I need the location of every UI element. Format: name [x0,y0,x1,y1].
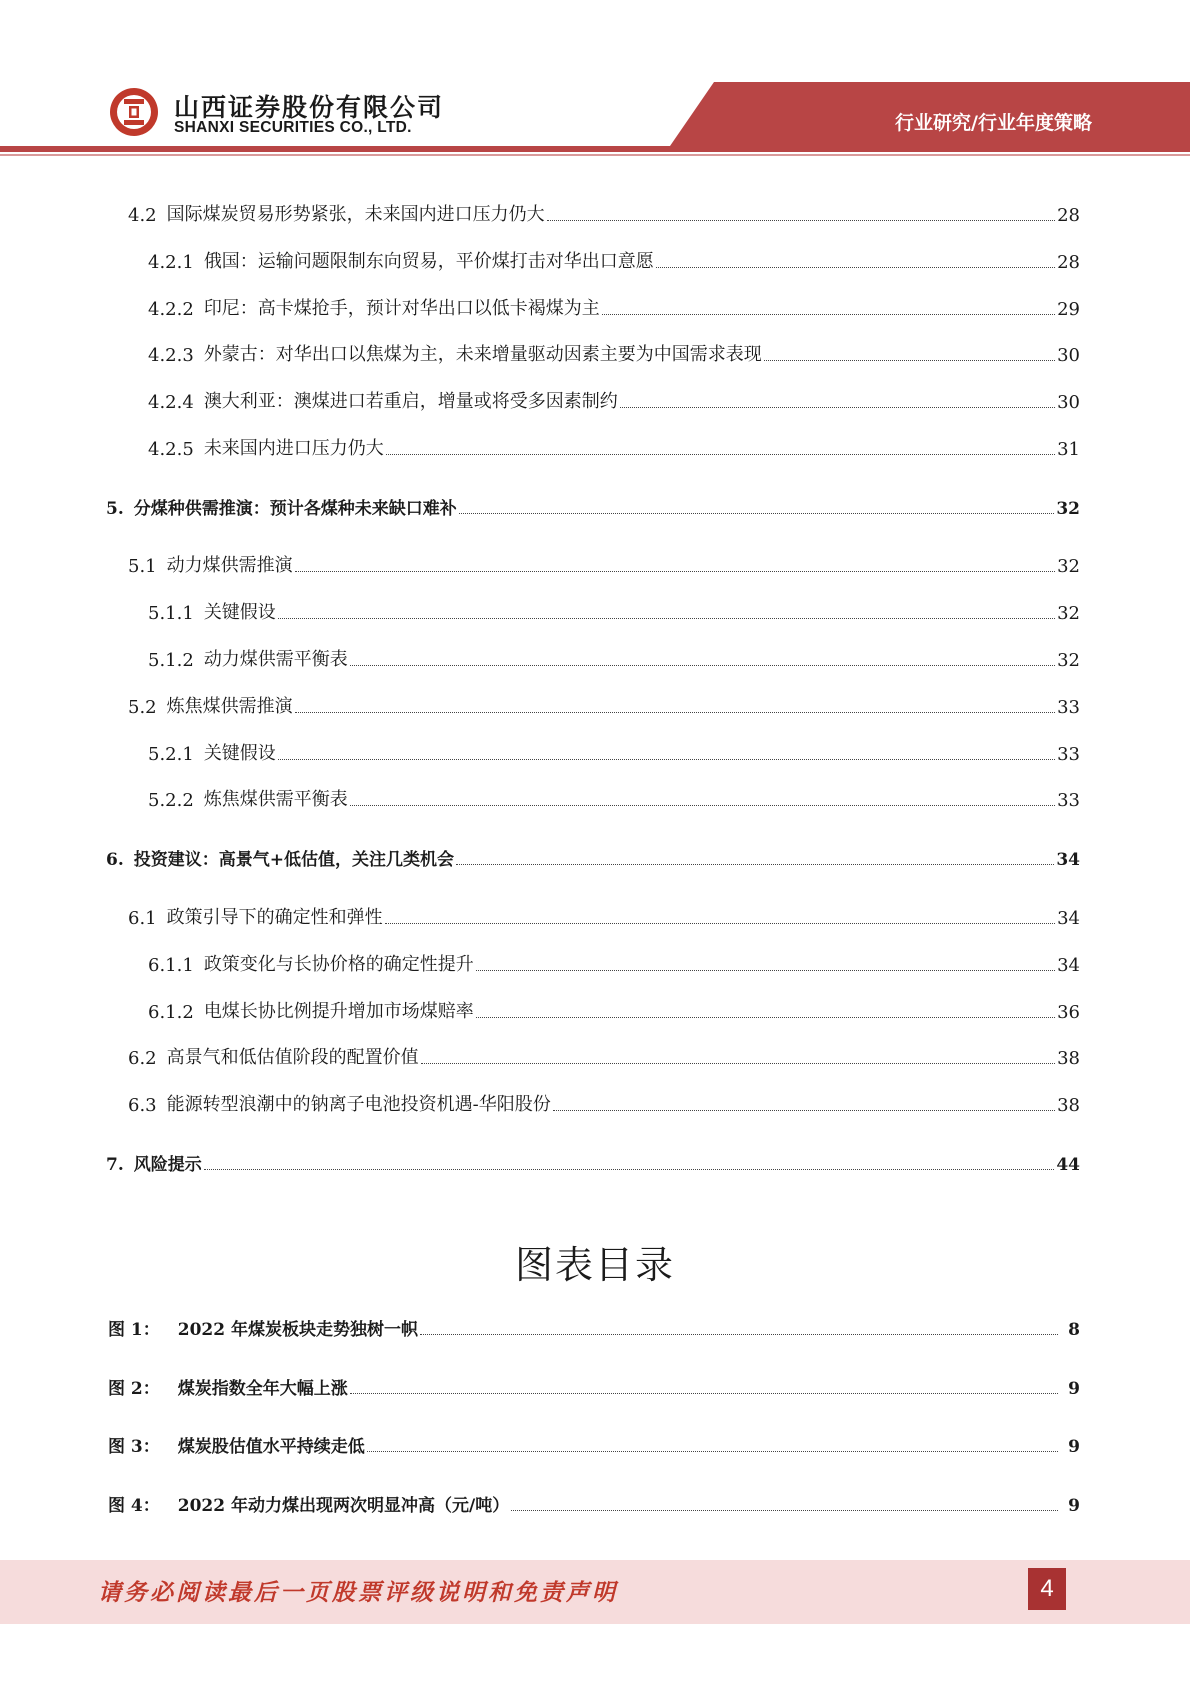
toc-page: 32 [1057,556,1080,577]
toc-page: 30 [1057,345,1080,366]
toc-leader [204,1168,1055,1170]
toc-number: 6. [106,850,124,870]
header-divider-thin [0,154,1190,156]
toc-number: 6.1.1 [148,955,194,976]
toc-leader [295,711,1055,713]
figure-number: 图 4： [108,1496,160,1516]
toc-number: 6.2 [128,1048,157,1069]
toc-title: 外蒙古：对华出口以焦煤为主，未来增量驱动因素主要为中国需求表现 [203,344,762,365]
toc-page: 34 [1056,850,1080,870]
toc-number: 4.2.4 [148,392,194,413]
figure-entry[interactable] [108,1375,1080,1399]
toc-page: 34 [1057,955,1080,976]
figure-title: 2022 年煤炭板块走势独树一帜 [177,1320,418,1340]
toc-entry[interactable] [128,553,1080,577]
figures-heading: 图表目录 [514,1243,675,1287]
toc-title: 动力煤供需推演 [166,555,293,576]
toc-title: 炼焦煤供需平衡表 [203,789,348,810]
toc-page: 32 [1057,650,1080,671]
figure-page: 9 [1068,1379,1080,1399]
disclaimer-notice: 请务必阅读最后一页股票评级说明和免责声明 [98,1579,618,1606]
company-name-cn: 山西证券股份有限公司 [174,93,445,122]
toc-title: 动力煤供需平衡表 [203,649,348,670]
header-divider [0,146,1190,152]
toc-number: 4.2.5 [148,439,194,460]
toc-entry[interactable] [106,1151,1080,1175]
toc-leader [547,219,1055,221]
toc-page: 38 [1057,1095,1080,1116]
toc-leader [602,313,1055,315]
toc-entry[interactable] [148,249,1080,273]
toc-number: 5.2.1 [148,744,194,765]
toc-leader [350,664,1055,666]
figure-page: 9 [1068,1437,1080,1457]
toc-page: 33 [1057,790,1080,811]
toc-leader [656,266,1055,268]
toc-page: 28 [1057,205,1080,226]
toc-entry[interactable] [128,1045,1080,1069]
toc-entry[interactable] [148,741,1080,765]
toc-title: 关键假设 [203,602,276,623]
toc-entry[interactable] [148,389,1080,413]
toc-number: 7. [106,1155,124,1175]
toc-page: 32 [1056,499,1080,519]
figure-leader [350,1392,1058,1394]
toc-number: 6.1.2 [148,1002,194,1023]
toc-entry[interactable] [148,647,1080,671]
toc-entry[interactable] [148,342,1080,366]
company-name-en: SHANXI SECURITIES CO., LTD. [174,119,412,136]
toc-leader [350,804,1055,806]
toc-number: 6.3 [128,1095,157,1116]
toc-number: 5.2.2 [148,790,194,811]
toc-entry[interactable] [148,952,1080,976]
figure-entry[interactable] [108,1433,1080,1457]
figure-number: 图 3： [108,1437,160,1457]
figure-page: 8 [1068,1320,1080,1340]
toc-entry[interactable] [148,600,1080,624]
figure-page: 9 [1068,1496,1080,1516]
toc-leader [295,570,1055,572]
toc-leader [421,1062,1055,1064]
toc-entry[interactable] [148,296,1080,320]
toc-title: 电煤长协比例提升增加市场煤赔率 [203,1001,474,1022]
toc-title: 高景气和低估值阶段的配置价值 [166,1047,419,1068]
company-logo-icon [108,86,160,138]
toc-number: 5.1 [128,556,157,577]
toc-page: 34 [1057,908,1080,929]
toc-leader [476,1016,1055,1018]
toc-page: 33 [1057,744,1080,765]
toc-leader [620,406,1055,408]
figure-leader [420,1333,1058,1335]
toc-page: 33 [1057,697,1080,718]
figure-number: 图 1： [108,1320,160,1340]
toc-leader [456,863,1054,865]
figure-title: 煤炭股估值水平持续走低 [177,1437,365,1457]
toc-leader [476,969,1055,971]
toc-title: 分煤种供需推演：预计各煤种未来缺口难补 [133,499,457,519]
toc-page: 30 [1057,392,1080,413]
toc-entry[interactable] [148,787,1080,811]
toc-page: 28 [1057,252,1080,273]
toc-entry[interactable] [128,694,1080,718]
toc-number: 5.1.1 [148,603,194,624]
toc-entry[interactable] [148,999,1080,1023]
toc-number: 4.2.2 [148,299,194,320]
toc-number: 5. [106,499,124,519]
toc-page: 31 [1057,439,1080,460]
toc-title: 印尼：高卡煤抢手，预计对华出口以低卡褐煤为主 [203,298,600,319]
toc-title: 炼焦煤供需推演 [166,696,293,717]
toc-entry[interactable] [128,1092,1080,1116]
figure-number: 图 2： [108,1379,160,1399]
toc-entry[interactable] [128,202,1080,226]
toc-leader [278,617,1055,619]
toc-entry[interactable] [128,905,1080,929]
report-type: 行业研究/行业年度策略 [895,112,1092,134]
toc-number: 5.2 [128,697,157,718]
toc-title: 政策变化与长协价格的确定性提升 [203,954,474,975]
figure-leader [511,1509,1058,1511]
toc-title: 风险提示 [133,1155,202,1175]
toc-number: 4.2.1 [148,252,194,273]
toc-title: 投资建议：高景气+低估值，关注几类机会 [133,850,454,870]
page-header [0,0,1190,160]
figure-leader [367,1450,1058,1452]
toc-entry[interactable] [106,495,1080,519]
toc-title: 澳大利亚：澳煤进口若重启，增量或将受多因素制约 [203,391,618,412]
figure-title: 2022 年动力煤出现两次明显冲高（元/吨） [177,1496,510,1516]
toc-title: 能源转型浪潮中的钠离子电池投资机遇-华阳股份 [166,1094,551,1115]
toc-page: 36 [1057,1002,1080,1023]
toc-leader [385,922,1055,924]
toc-leader [278,758,1055,760]
toc-entry[interactable] [148,436,1080,460]
toc-number: 5.1.2 [148,650,194,671]
toc-title: 关键假设 [203,743,276,764]
figure-entry[interactable] [108,1316,1080,1340]
toc-title: 政策引导下的确定性和弹性 [166,907,383,928]
toc-leader [764,359,1055,361]
toc-number: 6.1 [128,908,157,929]
toc-title: 国际煤炭贸易形势紧张，未来国内进口压力仍大 [166,204,545,225]
toc-leader [386,453,1055,455]
toc-title: 俄国：运输问题限制东向贸易，平价煤打击对华出口意愿 [203,251,654,272]
toc-number: 4.2.3 [148,345,194,366]
toc-page: 44 [1056,1155,1080,1175]
toc-entry[interactable] [106,846,1080,870]
toc-leader [553,1109,1055,1111]
figure-title: 煤炭指数全年大幅上涨 [177,1379,348,1399]
toc-leader [459,512,1055,514]
figure-entry[interactable] [108,1492,1080,1516]
toc-page: 29 [1057,299,1080,320]
toc-title: 未来国内进口压力仍大 [203,438,384,459]
toc-number: 4.2 [128,205,157,226]
page-number: 4 [1028,1568,1066,1610]
toc-page: 38 [1057,1048,1080,1069]
toc-page: 32 [1057,603,1080,624]
